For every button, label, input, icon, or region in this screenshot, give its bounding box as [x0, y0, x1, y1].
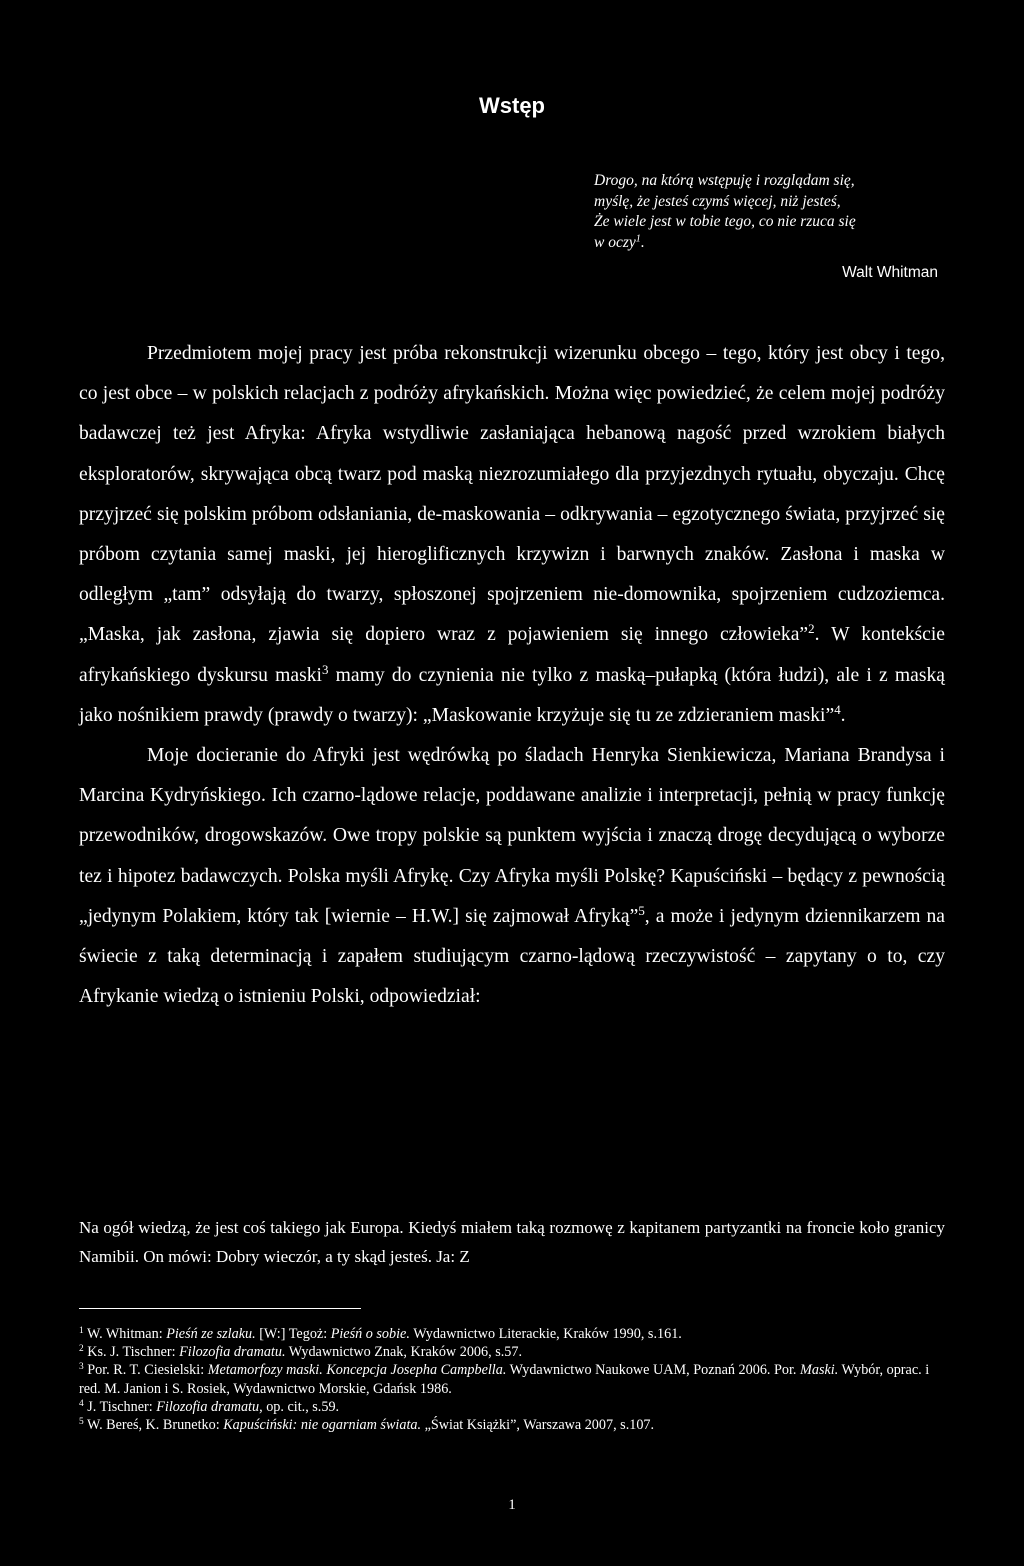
footnote-text: J. Tischner: — [87, 1398, 157, 1415]
footnote-text: W. Whitman: — [86, 1326, 167, 1342]
footnote-ref: 5 — [638, 902, 645, 918]
footnote-title: Filozofia dramatu. — [179, 1344, 286, 1361]
footnote-number: 4 — [79, 1398, 84, 1409]
epigraph-line — [594, 233, 944, 254]
footnote-text: op. cit., s.59. — [262, 1398, 340, 1415]
footnote-title: Kapuściński: nie ogarniam świata. — [223, 1417, 422, 1434]
main-text — [79, 334, 945, 1017]
footnote-number: 2 — [79, 1344, 84, 1355]
footnote-text: Wybór, oprac. i red. M. Janion i S. Rosiek, Wydawnictwo Morskie, Gdańsk 1986. — [79, 1362, 930, 1397]
page-number: 1 — [508, 1497, 516, 1513]
footnote-title: Filozofia dramatu, — [156, 1398, 263, 1415]
footnote-text: Wydawnictwo Literackie, Kraków 1990, s.161. — [409, 1326, 682, 1342]
footnote-text: Wydawnictwo Znak, Kraków 2006, s.57. — [285, 1344, 522, 1361]
footnote-number: 3 — [79, 1362, 84, 1373]
epigraph — [594, 171, 944, 253]
footnote — [79, 1361, 945, 1397]
footnote-text: [W:] Tegoż: — [255, 1326, 331, 1342]
paragraph-text: mamy do czynienia nie tylko z maską–pułapką (która łudzi), ale i z maską jako nośnikiem prawdy (prawdy o twarzy): „Maskowanie krzyżuje się tu ze zdzieraniem maski” — [79, 664, 945, 726]
footnote-title: Metamorfozy maski. Koncepcja Josepha Campbella. — [207, 1362, 507, 1379]
footnote — [79, 1343, 945, 1361]
block-quote: Na ogół wiedzą, że jest coś takiego jak Europa. Kiedyś miałem taką rozmowę z kapitanem partyzantki na froncie koło granicy Namibii. On mówi: Dobry wieczór, a ty skąd jesteś. Ja: Z — [79, 1218, 945, 1266]
footnote — [79, 1416, 945, 1434]
footnote-ref: 2 — [808, 621, 815, 637]
footnote-text: Por. R. T. Ciesielski: — [87, 1362, 208, 1379]
paragraph-text: , a może i jedynym dziennikarzem na świecie z taką determinacją i zapałem studiującym czarno-lądową rzeczywistość – zapytany o to, czy Afrykanie wiedzą o istnieniu Polski, odpowiedział: — [79, 905, 946, 1008]
footnote-text: Ks. J. Tischner: — [87, 1344, 180, 1361]
footnote-text: W. Bereś, K. Brunetko: — [86, 1417, 224, 1434]
epigraph-author: Walt Whitman — [842, 264, 938, 281]
footnotes — [79, 1325, 945, 1434]
epigraph-line-text: w oczy — [594, 233, 636, 251]
page-title: Wstęp — [479, 93, 545, 118]
footnote-ref: 3 — [321, 661, 329, 677]
footnote-text: Wydawnictwo Naukowe UAM, Poznań 2006. Por. — [506, 1362, 801, 1379]
paragraph-text: Przedmiotem mojej pracy jest próba rekonstrukcji wizerunku obcego – tego, który jest obcy i tego, co jest obce – w polskich relacjach z podróży afrykańskich. Można więc powiedzieć, że celem mojej podróży badawczej też jest Afryka: Afryka wstydliwie zasłaniająca hebanową nagość przed wzrokiem białych eksploratorów, skrywająca obcą twarz pod maską niezrozumiałego dla przyjezdnych rytuału, obyczaju. Chcę przyjrzeć się polskim próbom odsłaniania, de-maskowania – odkrywania – egzotycznego świata, przyjrzeć się próbom czytania samej maski, jej hieroglificznych krzywizn i barwnych znaków. Zasłona i maska w odległym „tam” odsyłają do twarzy, spłoszonej spojrzeniem nie-domownika, spojrzeniem cudzoziemca. „Maska, jak zasłona, zjawia się dopiero wraz z pojawieniem się innego człowieka” — [79, 343, 945, 646]
footnote-number: 5 — [79, 1416, 84, 1427]
epigraph-line: Że wiele jest w tobie tego, co nie rzuca się — [594, 213, 856, 230]
epigraph-line: myślę, że jesteś czymś więcej, niż jesteś, — [594, 192, 841, 210]
paragraph — [79, 334, 945, 736]
footnote-number: 1 — [79, 1325, 84, 1336]
footnote-ref: 4 — [834, 701, 841, 717]
epigraph-end: . — [640, 233, 645, 251]
footnote-separator — [79, 1308, 361, 1309]
footnote-title: Maski. — [800, 1362, 839, 1379]
footnote-ref: 1 — [635, 232, 641, 244]
footnote — [79, 1325, 945, 1343]
footnote — [79, 1398, 945, 1416]
paragraph — [79, 736, 945, 1017]
footnote-title: Pieśń ze szlaku. — [166, 1326, 256, 1342]
paragraph-text: . — [840, 704, 846, 726]
footnote-text: „Świat Książki”, Warszawa 2007, s.107. — [421, 1417, 655, 1434]
paragraph-text: Moje docieranie do Afryki jest wędrówką po śladach Henryka Sienkiewicza, Mariana Brandysa i Marcina Kydryńskiego. Ich czarno-lądowe relacje, poddawane analizie i interpretacji, pełnią w pracy funkcję przewodników, drogowskazów. Owe tropy polskie są punktem wyjścia i znaczą drogę decydującą o wyborze tez i hipotez badawczych. Polska myśli Afrykę. Czy Afryka myśli Polskę? Kapuściński – będący z pewnością „jedynym Polakiem, który tak [wiernie – H.W.] się zajmował Afryką” — [79, 745, 945, 927]
epigraph-line: Drogo, na którą wstępuję i rozglądam się, — [594, 172, 855, 189]
footnote-title: Pieśń o sobie. — [330, 1326, 410, 1342]
paragraph-text: . W kontekście afrykańskiego dyskursu maski — [79, 624, 945, 686]
